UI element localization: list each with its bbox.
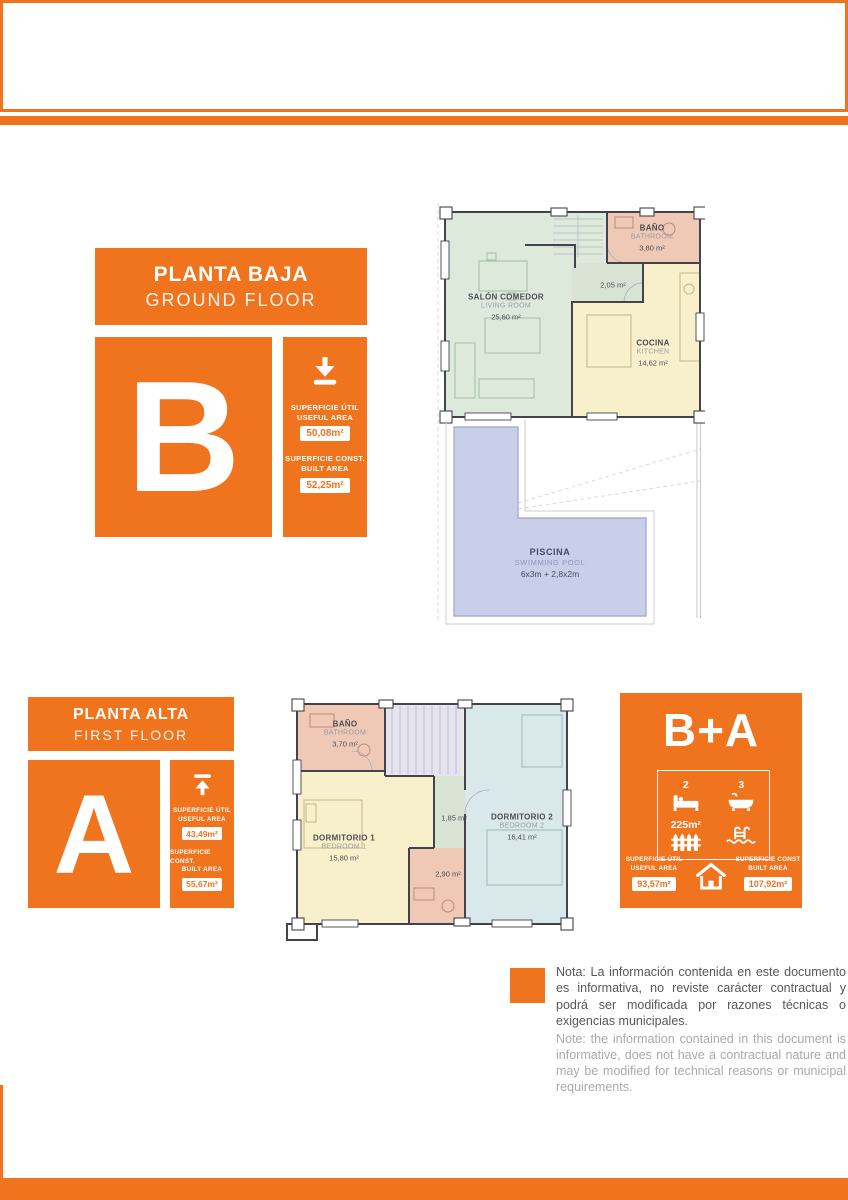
bedrooms-feature [671,779,701,811]
header-divider-bar [0,116,848,125]
bedroom2-label: DORMITORIO 2 BEDROOM 2 16,41 m² [490,812,554,842]
built-area-label-es: SUPERFICIE CONST. [285,454,365,464]
built-area-value: 52,25m² [300,478,349,493]
useful-area-value: 43,49m² [182,827,222,840]
bathroom2-area-label: 2,90 m² [435,869,461,879]
built-area-stat [285,454,365,492]
first-floor-header [28,697,234,751]
first-floor-letter: A [53,771,135,897]
summary-stats [620,856,802,895]
useful-area-label-en: USEFUL AREA [178,815,226,823]
summary-title: B+A [662,704,760,756]
summary-built-area: SUPERFICIE CONST BUILT AREA 107,92m² [735,856,801,889]
built-area-label-es: SUPERFICIE CONST. [170,849,211,865]
ground-floor-subtitle: GROUND FLOOR [145,289,317,310]
ground-floor-plan [437,193,705,629]
note-english: Note: the information contained in this document is informative, does not have a contractual nature and may be modified for technical reasons or municipal requirements. [556,1032,846,1094]
ground-floor-stats-panel [283,337,367,537]
ground-floor-letter: B [126,348,241,525]
useful-area-stat [291,403,359,441]
built-area-label-en: BUILT AREA [301,464,349,474]
plot-feature [671,819,701,851]
footer-left-accent-line [0,1085,3,1178]
first-floor-stats-panel [170,760,234,908]
pool-label: PISCINA SWIMMING POOL 6x3m + 2,8x2m [514,546,586,579]
hall-area-label: 2,05 m² [600,280,626,290]
bed-icon [671,793,701,811]
bathtub-icon [726,793,756,811]
footer-bar [0,1178,848,1200]
first-floor-letter-badge [28,760,160,908]
bedroom1-label: DORMITORIO 1 BEDROOM 1 15,80 m² [312,833,376,863]
first-floor-plan [282,690,582,950]
summary-panel [620,693,802,908]
hall-area-label: 1,85 m² [441,813,467,823]
first-floor-subtitle: FIRST FLOOR [73,726,189,743]
built-area-value: 55,67m² [182,878,222,891]
bathrooms-count: 3 [738,779,745,791]
logo-placeholder-box [0,0,848,112]
useful-area-value: 50,08m² [300,426,349,441]
built-area-label-en: BUILT AREA [181,866,223,873]
bathrooms-feature [726,779,756,811]
bedrooms-count: 2 [682,779,689,791]
note-bullet-square [510,968,545,1003]
arrow-up-floor-icon [189,771,216,798]
ground-floor-header [95,248,367,325]
note-spanish: Nota: La información contenida en este documento es informativa, no reviste carácter contractual y podrá ser modificada por razones técnicas o exigencias municipales. [556,965,846,1028]
pool-feature [725,825,757,845]
arrow-down-floor-icon [307,354,343,390]
pool-icon [725,825,757,845]
plot-area-value: 225m² [670,819,701,831]
useful-area-label-es: SUPERFICIE ÚTIL [290,403,360,412]
useful-area-stat [173,807,231,840]
legal-note [556,964,846,1095]
first-floor-title: PLANTA ALTA [72,705,190,723]
built-area-stat [170,849,234,891]
feature-box [657,770,770,860]
summary-useful-area: SUPERFICIE ÚTIL USEFUL AREA 93,57m² [625,856,683,889]
ground-floor-title: PLANTA BAJA [153,262,309,286]
house-icon-wrap [695,862,727,895]
fence-icon [671,833,701,851]
useful-area-label-en: USEFUL AREA [296,413,354,423]
house-icon [695,862,727,890]
kitchen-label: COCINA KITCHEN 14,62 m² [636,338,670,368]
bathroom-label: BAÑO BATHROOM 3,80 m² [630,223,674,253]
bathroom1-label: BAÑO BATHROOM 3,70 m² [323,719,367,749]
useful-area-label-es: SUPERFICIE ÚTIL [172,807,232,814]
living-room-label: SALÓN COMEDOR LIVING ROOM 25,60 m² [468,292,544,322]
ground-floor-letter-badge [95,337,272,537]
